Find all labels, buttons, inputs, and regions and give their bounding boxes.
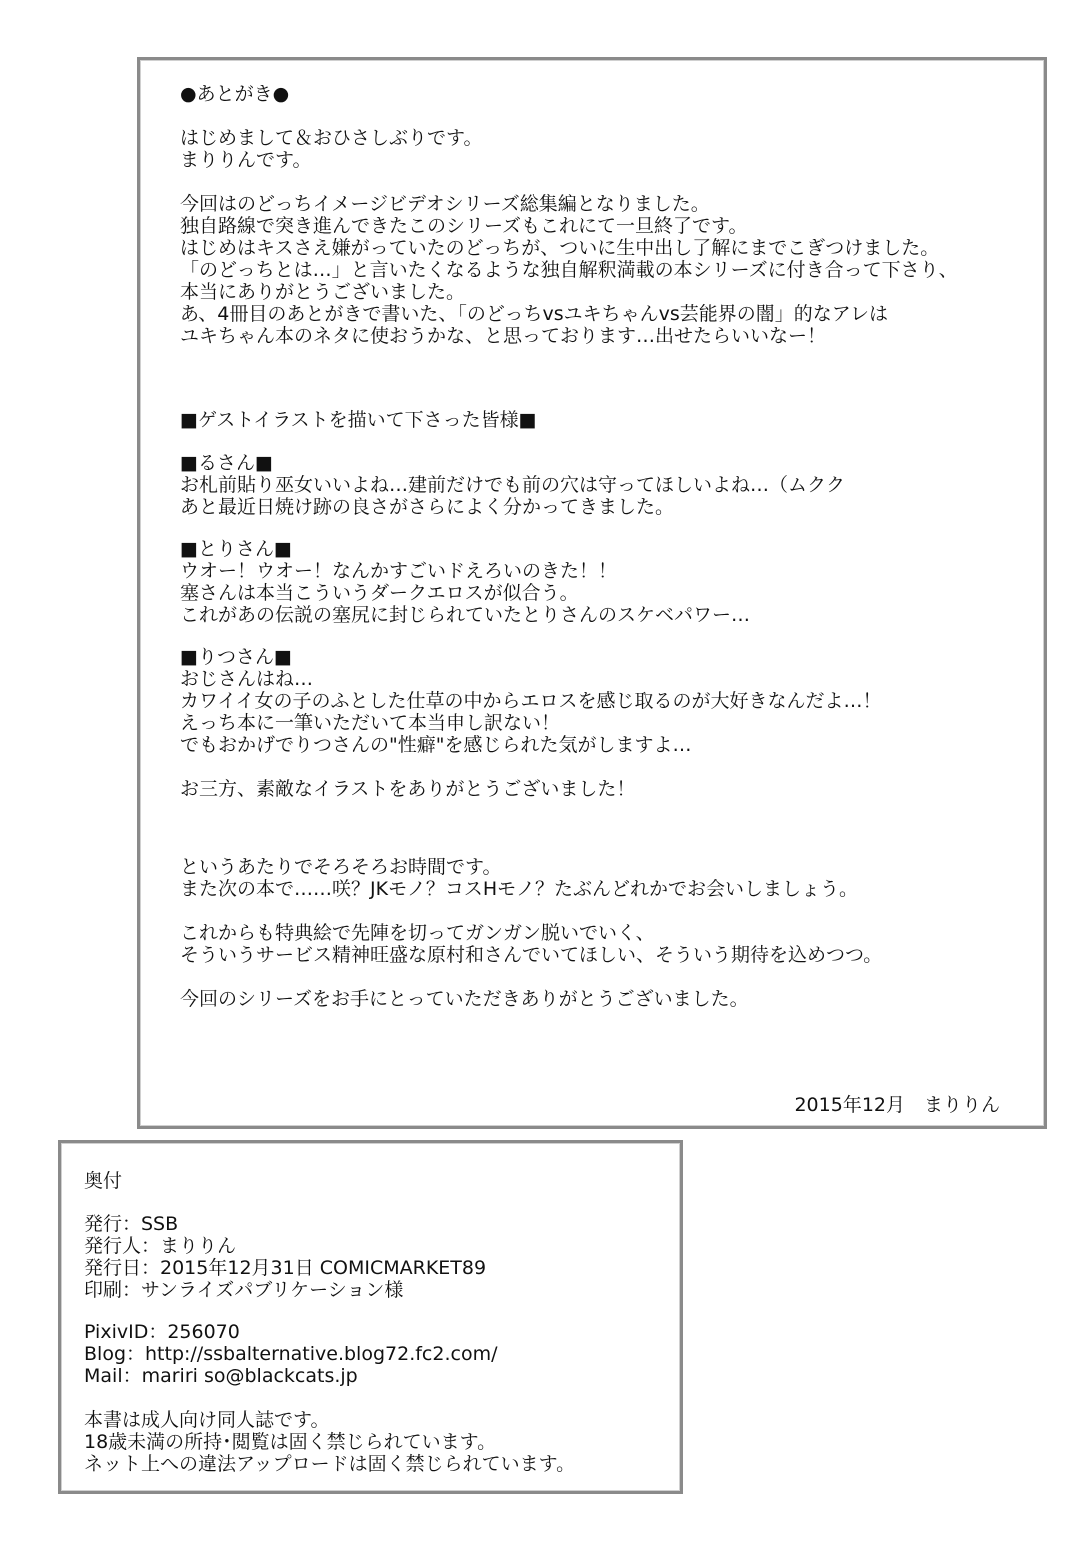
publisher: 発行：SSB <box>84 1213 179 1235</box>
closing-line: これからも特典絵で先陣を切ってガンガン脱いでいく、 <box>180 922 655 944</box>
guest-comment: おじさんはね… <box>180 668 314 690</box>
printer: 印刷：サンライズパブリケーション様 <box>84 1279 404 1301</box>
body-line: はじめはキスさえ嫌がっていたのどっちが、ついに生中出し了解にまでこぎつけました。 <box>180 237 940 259</box>
afterword-title: ●あとがき● <box>180 83 290 105</box>
guest-comment: でもおかげでりつさんの"性癖"を感じられた気がしますよ… <box>180 734 692 756</box>
guest-comment: あと最近日焼け跡の良さがさらによく分かってきました。 <box>180 496 675 518</box>
colophon-section <box>58 1140 683 1494</box>
body-line: 今回はのどっちイメージビデオシリーズ総集編となりました。 <box>180 193 710 215</box>
notice-line: 18歳未満の所持･閲覧は固く禁じられています。 <box>84 1431 497 1453</box>
guest-comment: えっち本に一筆いただいて本当申し訳ない！ <box>180 712 561 734</box>
body-line: 独自路線で突き進んできたこのシリーズもこれにて一旦終了です。 <box>180 215 748 237</box>
closing-line: というあたりでそろそろお時間です。 <box>180 856 502 878</box>
pixiv-id: PixivID：256070 <box>84 1321 240 1343</box>
issue-date: 発行日：2015年12月31日 COMICMARKET89 <box>84 1257 487 1279</box>
thanks-line: お三方、素敵なイラストをありがとうございました！ <box>180 778 636 800</box>
closing-line: また次の本で……咲？JKモノ？コスHモノ？たぶんどれかでお会いしましょう。 <box>180 878 858 900</box>
intro-line: はじめまして＆おひさしぶりです。 <box>180 127 483 149</box>
afterword-section <box>137 57 1047 1129</box>
guest-name: ■りつさん■ <box>180 646 292 668</box>
colophon-title: 奥付 <box>84 1170 123 1192</box>
body-line: 本当にありがとうございました。 <box>180 281 466 303</box>
signature: 2015年12月 まりりん <box>794 1094 1000 1116</box>
guest-comment: ウオー！ウオー！なんかすごいドえろいのきた！！ <box>180 560 618 582</box>
notice-line: ネット上への違法アップロードは固く禁じられています。 <box>84 1453 576 1475</box>
guest-name: ■とりさん■ <box>180 538 292 560</box>
guest-comment: カワイイ女の子のふとした仕草の中からエロスを感じ取るのが大好きなんだよ…！ <box>180 690 882 712</box>
notice-line: 本書は成人向け同人誌です。 <box>84 1409 330 1431</box>
issuer: 発行人：まりりん <box>84 1235 237 1257</box>
body-line: 「のどっちとは…」と言いたくなるような独自解釈満載の本シリーズに付き合って下さり、 <box>180 259 958 281</box>
guest-heading: ■ゲストイラストを描いて下さった皆様■ <box>180 409 537 431</box>
intro-line: まりりんです。 <box>180 149 312 171</box>
blog-link[interactable]: Blog：http://ssbalternative.blog72.fc2.com/ <box>84 1343 498 1365</box>
body-line: ユキちゃん本のネタに使おうかな、と思っております…出せたらいいなー！ <box>180 325 827 347</box>
guest-comment: 塞さんは本当こういうダークエロスが似合う。 <box>180 582 579 604</box>
mail-link[interactable]: Mail：mariri so@blackcats.jp <box>84 1365 358 1387</box>
closing-line: そういうサービス精神旺盛な原村和さんでいてほしい、そういう期待を込めつつ。 <box>180 944 883 966</box>
guest-comment: これがあの伝説の塞尻に封じられていたとりさんのスケベパワー… <box>180 604 751 626</box>
closing-line: 今回のシリーズをお手にとっていただきありがとうございました。 <box>180 988 749 1010</box>
guest-comment: お札前貼り巫女いいよね…建前だけでも前の穴は守ってほしいよね…（ムクク <box>180 474 846 496</box>
guest-name: ■るさん■ <box>180 452 273 474</box>
body-line: あ、4冊目のあとがきで書いた、「のどっちvsユキちゃんvs芸能界の闇」的なアレは <box>180 303 888 325</box>
